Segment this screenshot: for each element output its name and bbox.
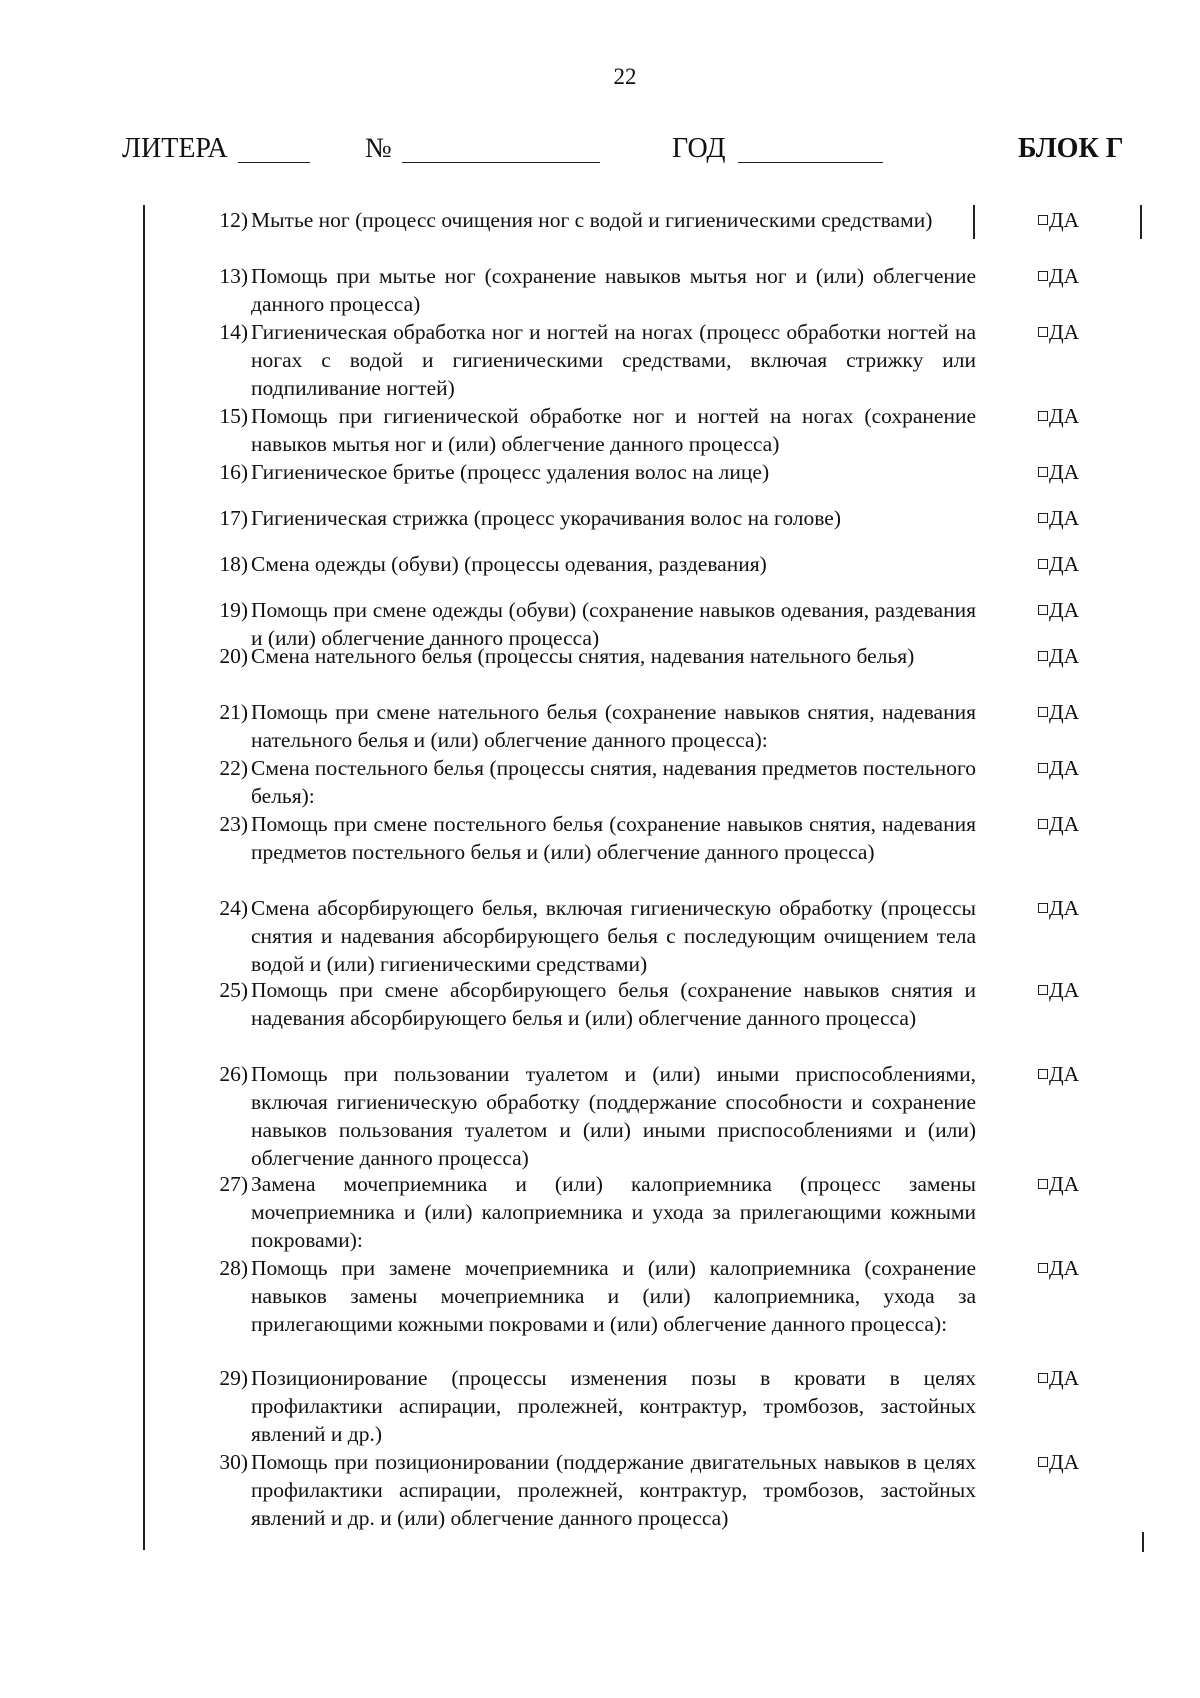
yes-label: ДА: [1049, 1062, 1080, 1086]
item-number: 19): [219, 598, 248, 622]
checklist-item: [0, 976, 1200, 1060]
item-number: 24): [219, 896, 248, 920]
checkbox-square-icon[interactable]: [1038, 1263, 1048, 1273]
item-text: Гигиеническая обработка ног и ногтей на ногах (процесс обработки ногтей на ногах с водой и гигиеническими средствами, включая стрижку или подпиливание ногтей): [251, 320, 976, 400]
item-number: 12): [219, 208, 248, 232]
yes-label: ДА: [1049, 1172, 1080, 1196]
item-number: 13): [219, 264, 248, 288]
checkbox-square-icon[interactable]: [1038, 707, 1048, 717]
item-number: 26): [219, 1062, 248, 1086]
yes-checkbox[interactable]: [1038, 1448, 1079, 1476]
checkbox-square-icon[interactable]: [1038, 1373, 1048, 1383]
yes-checkbox[interactable]: [1038, 642, 1079, 670]
yes-label: ДА: [1049, 264, 1080, 288]
item-text: Помощь при смене одежды (обуви) (сохранение навыков одевания, раздевания и (или) облегчение данного процесса): [251, 598, 976, 650]
item-number: 30): [219, 1450, 248, 1474]
item-text: Замена мочеприемника и (или) калоприемника (процесс замены мочеприемника и (или) калоприемника и ухода за прилегающими кожными покровами):: [251, 1172, 976, 1252]
yes-label: ДА: [1049, 978, 1080, 1002]
item-text: Помощь при смене абсорбирующего белья (сохранение навыков снятия и надевания абсорбирующего белья и (или) облегчение данного процесса): [251, 978, 976, 1030]
item-number: 29): [219, 1366, 248, 1390]
item-number: 22): [219, 756, 248, 780]
item-text: Смена нательного белья (процессы снятия, надевания нательного белья): [251, 644, 915, 668]
yes-checkbox[interactable]: [1038, 1170, 1079, 1198]
checklist: [0, 206, 1200, 1528]
item-text: Помощь при смене постельного белья (сохранение навыков снятия, надевания предметов постельного белья и (или) облегчение данного процесса): [251, 812, 976, 864]
checklist-item: [0, 550, 1200, 596]
checkbox-square-icon[interactable]: [1038, 1457, 1048, 1467]
yes-label: ДА: [1049, 1256, 1080, 1280]
yes-label: ДА: [1049, 700, 1080, 724]
yes-checkbox[interactable]: [1038, 810, 1079, 838]
checklist-item: [0, 1448, 1200, 1528]
yes-label: ДА: [1049, 812, 1080, 836]
number-label: №: [365, 133, 392, 164]
checklist-item: [0, 262, 1200, 318]
item-text: Мытье ног (процесс очищения ног с водой и гигиеническими средствами): [251, 208, 933, 232]
checkbox-square-icon[interactable]: [1038, 411, 1048, 421]
yes-checkbox[interactable]: [1038, 596, 1079, 624]
yes-checkbox[interactable]: [1038, 698, 1079, 726]
item-text: Гигиеническая стрижка (процесс укорачивания волос на голове): [251, 506, 841, 530]
item-text: Помощь при мытье ног (сохранение навыков мытья ног и (или) облегчение данного процесса): [251, 264, 976, 316]
yes-label: ДА: [1049, 552, 1080, 576]
yes-checkbox[interactable]: [1038, 1060, 1079, 1088]
item-number: 21): [219, 700, 248, 724]
item-number: 15): [219, 404, 248, 428]
checklist-item: [0, 1254, 1200, 1364]
yes-label: ДА: [1049, 1366, 1080, 1390]
checklist-item: [0, 206, 1200, 262]
yes-checkbox[interactable]: [1038, 976, 1079, 1004]
yes-label: ДА: [1049, 598, 1080, 622]
checklist-item: [0, 318, 1200, 402]
checklist-item: [0, 642, 1200, 698]
item-number: 23): [219, 812, 248, 836]
yes-checkbox[interactable]: [1038, 458, 1079, 486]
yes-checkbox[interactable]: [1038, 550, 1079, 578]
checkbox-square-icon[interactable]: [1038, 819, 1048, 829]
yes-label: ДА: [1049, 460, 1080, 484]
checkbox-square-icon[interactable]: [1038, 1069, 1048, 1079]
item-number: 28): [219, 1256, 248, 1280]
table-right-border-bottom: [1142, 1532, 1144, 1552]
checkbox-square-icon[interactable]: [1038, 985, 1048, 995]
yes-checkbox[interactable]: [1038, 504, 1079, 532]
item-number: 18): [219, 552, 248, 576]
item-text: Смена абсорбирующего белья, включая гигиеническую обработку (процессы снятия и надевания абсорбирующего белья с последующим очищением тела водой и (или) гигиеническими средствами): [251, 896, 976, 976]
block-label: БЛОК Г: [1018, 133, 1124, 164]
checkbox-square-icon[interactable]: [1038, 559, 1048, 569]
item-number: 14): [219, 320, 248, 344]
yes-label: ДА: [1049, 404, 1080, 428]
item-text: Позиционирование (процессы изменения позы в кровати в целях профилактики аспирации, пролежней, контрактур, тромбозов, застойных явлений и др.): [251, 1366, 976, 1446]
checklist-item: [0, 402, 1200, 458]
year-label: ГОД: [672, 133, 726, 164]
yes-label: ДА: [1049, 506, 1080, 530]
checkbox-square-icon[interactable]: [1038, 651, 1048, 661]
item-text: Помощь при замене мочеприемника и (или) калоприемника (сохранение навыков замены мочеприемника и (или) калоприемника, ухода за прилегающими кожными покровами и (или) облегчение данного процесса):: [251, 1256, 976, 1336]
item-text: Смена одежды (обуви) (процессы одевания, раздевания): [251, 552, 767, 576]
checklist-item: [0, 1060, 1200, 1170]
number-field[interactable]: [402, 162, 600, 163]
yes-checkbox[interactable]: [1038, 318, 1079, 346]
checkbox-square-icon[interactable]: [1038, 903, 1048, 913]
item-number: 20): [219, 644, 248, 668]
page-number: 22: [613, 64, 637, 89]
item-number: 17): [219, 506, 248, 530]
checklist-item: [0, 1170, 1200, 1254]
checklist-item: [0, 810, 1200, 894]
yes-label: ДА: [1049, 756, 1080, 780]
checklist-item: [0, 504, 1200, 550]
item-number: 16): [219, 460, 248, 484]
yes-checkbox[interactable]: [1038, 894, 1079, 922]
item-text: Помощь при позиционировании (поддержание двигательных навыков в целях профилактики аспирации, пролежней, контрактур, тромбозов, застойных явлений и др. и (или) облегчение данного процесса): [251, 1450, 976, 1530]
item-number: 27): [219, 1172, 248, 1196]
year-field[interactable]: [738, 162, 883, 163]
yes-label: ДА: [1049, 1450, 1080, 1474]
yes-checkbox[interactable]: [1038, 206, 1079, 234]
checkbox-square-icon[interactable]: [1038, 271, 1048, 281]
checkbox-square-icon[interactable]: [1038, 605, 1048, 615]
item-text: Помощь при пользовании туалетом и (или) иными приспособлениями, включая гигиеническую обработку (поддержание способности и сохранение навыков пользования туалетом и (или) иными приспособлениями и (или) облегчение данного процесса): [251, 1062, 976, 1170]
yes-checkbox[interactable]: [1038, 754, 1079, 782]
checklist-item: [0, 894, 1200, 976]
yes-checkbox[interactable]: [1038, 1364, 1079, 1392]
checkbox-square-icon[interactable]: [1038, 215, 1048, 225]
form-header: [0, 133, 1200, 173]
yes-label: ДА: [1049, 320, 1080, 344]
checklist-item: [0, 754, 1200, 810]
litera-field[interactable]: [238, 162, 310, 163]
item-text: Гигиеническое бритье (процесс удаления волос на лице): [251, 460, 770, 484]
yes-checkbox[interactable]: [1038, 402, 1079, 430]
checklist-item: [0, 458, 1200, 504]
item-text: Помощь при гигиенической обработке ног и ногтей на ногах (сохранение навыков мытья ног и (или) облегчение данного процесса): [251, 404, 976, 456]
checkbox-square-icon[interactable]: [1038, 763, 1048, 773]
yes-checkbox[interactable]: [1038, 262, 1079, 290]
yes-label: ДА: [1049, 644, 1080, 668]
checklist-item: [0, 1364, 1200, 1448]
checkbox-square-icon[interactable]: [1038, 327, 1048, 337]
checkbox-square-icon[interactable]: [1038, 1179, 1048, 1189]
yes-label: ДА: [1049, 896, 1080, 920]
litera-label: ЛИТЕРА: [122, 133, 228, 164]
checkbox-square-icon[interactable]: [1038, 467, 1048, 477]
item-text: Помощь при смене нательного белья (сохранение навыков снятия, надевания нательного белья и (или) облегчение данного процесса):: [251, 700, 976, 752]
checkbox-square-icon[interactable]: [1038, 513, 1048, 523]
item-text: Смена постельного белья (процессы снятия, надевания предметов постельного белья):: [251, 756, 976, 808]
yes-label: ДА: [1049, 208, 1080, 232]
item-number: 25): [219, 978, 248, 1002]
yes-checkbox[interactable]: [1038, 1254, 1079, 1282]
checklist-item: [0, 596, 1200, 650]
checklist-item: [0, 698, 1200, 754]
